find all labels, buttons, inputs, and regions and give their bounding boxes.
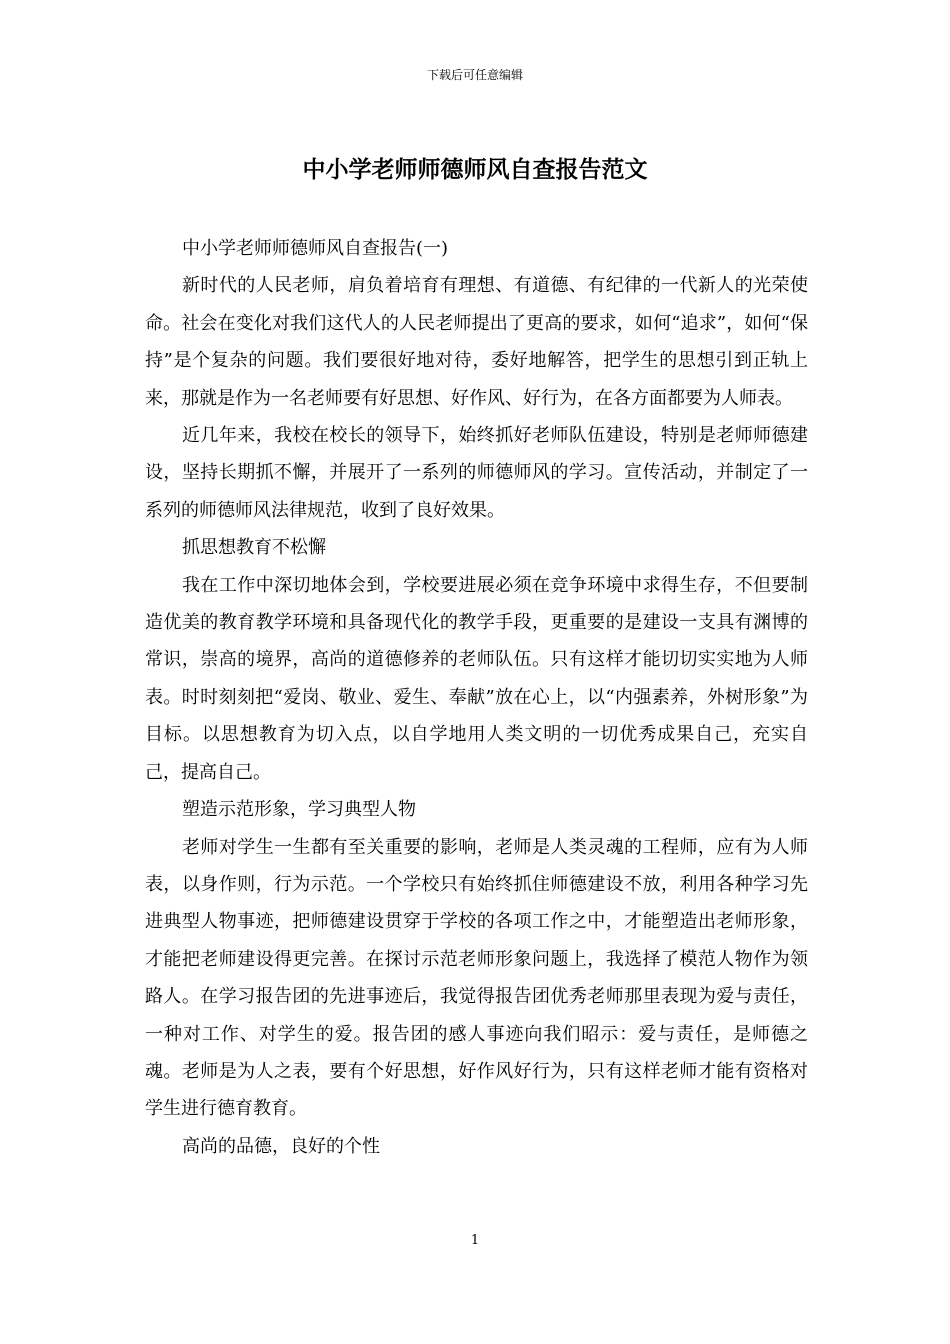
page-header-note: 下载后可任意编辑 [426,68,523,82]
subheading-model-image: 塑造示范形象，学习典型人物 [182,799,416,821]
document-title: 中小学老师师德师风自查报告范文 [302,156,648,183]
body-paragraph-ideological-education: 我在工作中深切地体会到，学校要进展必须在竞争环境中求得生存，不但要制造优美的教育教学环境和具备现代化的教学手段，更重要的是建设一支具有渊博的常识，崇高的境界，高尚的道德修养的老师队伍。只有这样才能切切实实地为人师表。时时刻刻把“爱岗、敬业、爱生、奉献”放在心上，以“内强素养，外树形象”为目标。以思想教育为切入点，以自学地用人类文明的一切优秀成果自己，充实自己，提高自己。 [145,574,808,783]
page-number: 1 [470,1233,480,1248]
subheading-noble-character: 高尚的品德，良好的个性 [182,1135,380,1157]
subheading-ideological-education: 抓思想教育不松懈 [182,537,326,559]
body-paragraph-school-efforts: 近几年来，我校在校长的领导下，始终抓好老师队伍建设，特别是老师师德建设，坚持长期抓不懈，并展开了一系列的师德师风的学习。宣传活动，并制定了一系列的师德师风法律规范，收到了良好效果。 [145,425,808,521]
section-heading-report-one: 中小学老师师德师风自查报告(一) [182,238,449,259]
body-paragraph-intro: 新时代的人民老师，肩负着培育有理想、有道德、有纪律的一代新人的光荣使命。社会在变化对我们这代人的人民老师提出了更高的要求，如何“追求”，如何“保持”是个复杂的问题。我们要很好地对待，委好地解答，把学生的思想引到正轨上来，那就是作为一名老师要有好思想、好作风、好行为，在各方面都要为人师表。 [145,275,808,409]
document-body [145,230,808,1165]
body-paragraph-model-image: 老师对学生一生都有至关重要的影响，老师是人类灵魂的工程师，应有为人师表，以身作则，行为示范。一个学校只有始终抓住师德建设不放，利用各种学习先进典型人物事迹，把师德建设贯穿于学校的各项工作之中，才能塑造出老师形象，才能把老师建设得更完善。在探讨示范老师形象问题上，我选择了模范人物作为领路人。在学习报告团的先进事迹后，我觉得报告团优秀老师那里表现为爱与责任，一种对工作、对学生的爱。报告团的感人事迹向我们昭示：爱与责任，是师德之魂。老师是为人之表，要有个好思想，好作风好行为，只有这样老师才能有资格对学生进行德育教育。 [145,836,808,1120]
